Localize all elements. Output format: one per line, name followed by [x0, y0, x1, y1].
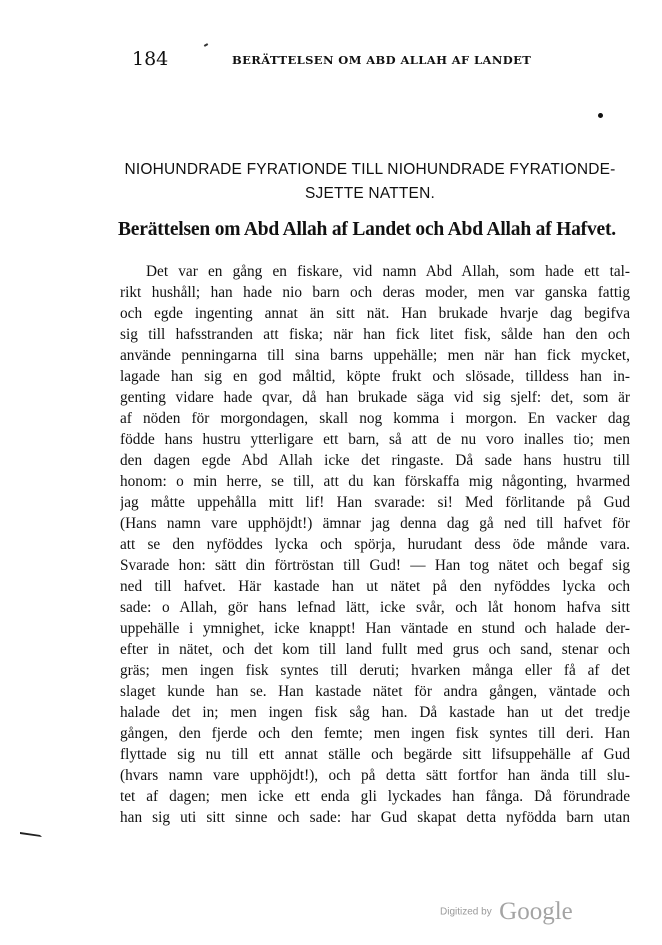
- story-title: Berättelsen om Abd Allah af Landet och Abd Allah af Hafvet.: [118, 219, 616, 240]
- text-line: halade det in; men ingen fisk såg han. Då kastade han ut det tredje: [120, 704, 630, 721]
- text-line: och egde ingenting annat än sitt nät. Han brukade hvarje dag begifva: [120, 305, 630, 322]
- text-line: genting vidare hade qvar, då han brukade säga vid sig sjelf: det, som är: [120, 389, 630, 406]
- text-line: Det var en gång en fiskare, vid namn Abd Allah, som hade ett tal-: [146, 263, 630, 280]
- text-line: födde hans hustru ytterligare ett barn, så att de nu voro inalles tio; men: [120, 431, 630, 448]
- text-line: honom: o min herre, se till, att du kan förskaffa mig någonting, hvarmed: [120, 473, 630, 490]
- text-line: rikt hushåll; han hade nio barn och deras moder, men var ganska fattig: [120, 284, 630, 301]
- google-watermark: [440, 898, 573, 926]
- print-speck: [204, 43, 208, 47]
- text-line: Svarade hon: sätt din förtröstan till Gud! — Han tog nätet och begaf sig: [120, 557, 630, 574]
- text-line: (hvars namn vare upphöjdt!), och på detta sätt fortfor han ända till slu-: [120, 767, 630, 784]
- night-heading: [100, 158, 640, 206]
- text-line: han sig uti sitt sinne och sade: har Gud skapat detta nyfödda barn utan: [120, 809, 630, 826]
- text-line: slaget kunde han se. Han kastade nätet för andra gången, väntade och: [120, 683, 630, 700]
- text-line: att se den nyföddes lycka och spörja, hurudant dess öde månde vara.: [120, 536, 630, 553]
- text-line: jag måtte uppehålla mitt lif! Han svarade: si! Med förlitande på Gud: [120, 494, 630, 511]
- night-heading-line: NIOHUNDRADE FYRATIONDE TILL NIOHUNDRADE FYRATIONDE-: [124, 161, 616, 178]
- text-line: den dagen egde Abd Allah icke det ringaste. Då sade hans hustru till: [120, 452, 630, 469]
- running-head: BERÄTTELSEN OM ABD ALLAH AF LANDET: [232, 53, 532, 67]
- text-line: uppehälle i ymnighet, icke knappt! Han väntade en stund och halade der-: [120, 620, 630, 637]
- text-line: af nöden för morgondagen, skall nog komma i morgon. En vacker dag: [120, 410, 630, 427]
- print-speck: [598, 113, 603, 118]
- margin-mark: [20, 831, 42, 837]
- text-line: tet af dagen; men icke ett enda gli lyckades han fånga. Då förundrade: [120, 788, 630, 805]
- text-line: gången, den fjerde och den femte; men ingen fisk syntes till deri. Han: [120, 725, 630, 742]
- digitized-by-label: Digitized by: [440, 906, 492, 918]
- night-heading-line: SJETTE NATTEN.: [305, 185, 435, 202]
- text-line: efter in nätet, och det kom till land fullt med grus och sand, stenar och: [120, 641, 630, 658]
- text-line: lagade han sig en god måltid, köpte frukt och slösade, tilldess han in-: [120, 368, 630, 385]
- body-paragraph: [120, 261, 630, 828]
- text-line: gräs; men ingen fisk syntes till deruti; hvarken många eller få af det: [120, 662, 630, 679]
- text-line: sig till hafsstranden att fiska; när han fick litet fisk, sålde han den och: [120, 326, 630, 343]
- text-line: flyttade sig nu till ett annat ställe och begärde sitt lifsuppehälle af Gud: [120, 746, 630, 763]
- text-line: ned till hafvet. Här kastade han ut nätet på den nyföddes lycka och: [120, 578, 630, 595]
- google-logo: Google: [499, 898, 573, 925]
- text-line: sade: o Allah, gör hans lefnad lätt, icke svår, och låt honom hafva sitt: [120, 599, 630, 616]
- text-line: använde penningarna till sina barns uppehälle; men när han fick mycket,: [120, 347, 630, 364]
- page-number: 184: [132, 48, 169, 70]
- text-line: (Hans namn vare upphöjdt!) ämnar jag denna dag gå ned till hafvet för: [120, 515, 630, 532]
